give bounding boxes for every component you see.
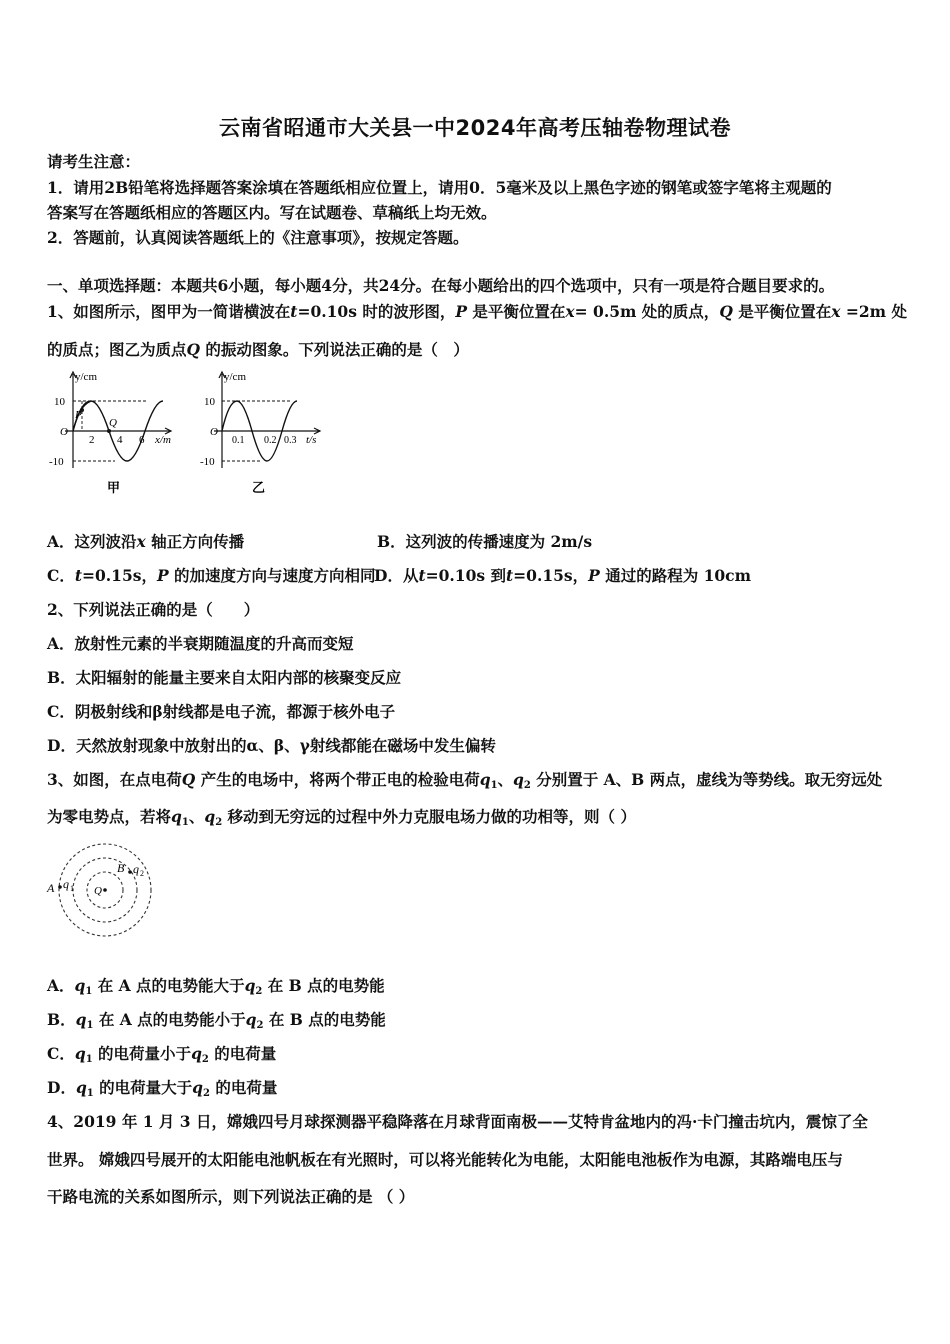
q3-option-b: B．$q_1$ 在 A 点的电势能小于$q_2$ 在 B 点的电势能 (47, 1010, 386, 1031)
caption-yi: 乙 (252, 480, 266, 495)
label-q: Q (109, 417, 117, 429)
q4-stem-line-2: 世界。 嫦娥四号展开的太阳能电池帆板在有光照时，可以将光能转化为电能，太阳能电池板作为电源，其路端电压与 (47, 1150, 843, 1169)
q3-option-a: A．$q_1$ 在 A 点的电势能大于$q_2$ 在 B 点的电势能 (47, 976, 385, 997)
label-q1-sub: 1 (70, 884, 74, 893)
tick-minus-10: -10 (49, 456, 64, 468)
label-q1: q (63, 877, 69, 891)
label-b: B (117, 861, 125, 875)
tick-10-b: 10 (204, 396, 215, 408)
axis-label-x: x/m (155, 434, 171, 446)
tick-minus-10-b: -10 (200, 456, 215, 468)
q1-option-d: D．从t=0.10s 到t=0.15s，P 通过的路程为 10cm (374, 566, 751, 585)
tick-origin-b: O (210, 426, 218, 438)
q4-stem-line-1: 4、2019 年 1 月 3 日，嫦娥四号月球探测器平稳降落在月球背面南极——艾特肯盆地内的冯·卡门撞击坑内，震惊了全 (47, 1112, 868, 1131)
q2-option-c: C．阴极射线和β射线都是电子流，都源于核外电子 (47, 702, 396, 721)
q1-option-c: C．t=0.15s，P 的加速度方向与速度方向相同 (47, 566, 376, 585)
equipotential-figure (45, 840, 165, 945)
q1-stem-line-1: 1、如图所示，图甲为一简谐横波在t=0.10s 时的波形图，P 是平衡位置在x= 0.5m 处的质点，Q 是平衡位置在x =2m 处 (47, 302, 907, 321)
vibration-graph-yi (200, 368, 330, 498)
notice-item-1-cont: 答案写在答题纸相应的答题区内。写在试题卷、草稿纸上均无效。 (47, 203, 497, 222)
charge-q-dot (103, 888, 107, 892)
q4-stem-line-3: 干路电流的关系如图所示，则下列说法正确的是 （ ） (47, 1187, 415, 1206)
tick-t-0-2: 0.2 (264, 435, 277, 446)
wave-graph-jia (45, 368, 180, 498)
axis-label-y: y/cm (75, 371, 97, 383)
q1-option-a: A．这列波沿x 轴正方向传播 (47, 532, 245, 551)
tick-t-0-3: 0.3 (284, 435, 297, 446)
point-q-marker (107, 429, 111, 433)
label-q2: q (133, 862, 139, 876)
tick-x-6: 6 (139, 434, 145, 446)
point-a-dot (58, 885, 62, 889)
notice-item-2: 2．答题前，认真阅读答题纸上的《注意事项》，按规定答题。 (47, 228, 469, 247)
tick-x-2: 2 (89, 434, 95, 446)
label-p: P (75, 409, 82, 421)
q2-option-d: D．天然放射现象中放射出的α、β、γ射线都能在磁场中发生偏转 (47, 736, 496, 755)
q3-stem-line-1: 3、如图，在点电荷Q 产生的电场中，将两个带正电的检验电荷$q_1$、$q_2$ 分别置于 A、B 两点，虚线为等势线。取无穷远处 (47, 770, 883, 791)
tick-10: 10 (54, 396, 65, 408)
q2-option-a: A．放射性元素的半衰期随温度的升高而变短 (47, 634, 354, 653)
point-b-dot (128, 870, 132, 874)
axis-label-t: t/s (306, 434, 317, 446)
label-q2-sub: 2 (140, 869, 144, 878)
section-1-heading: 一、单项选择题：本题共6小题，每小题4分，共24分。在每小题给出的四个选项中，只有一项是符合题目要求的。 (47, 276, 835, 295)
q3-option-c: C．$q_1$ 的电荷量小于$q_2$ 的电荷量 (47, 1044, 277, 1065)
page-title: 云南省昭通市大关县一中2024年高考压轴卷物理试卷 (219, 116, 731, 140)
label-a: A (47, 881, 55, 895)
notice-heading: 请考生注意： (47, 152, 141, 171)
tick-t-0-1: 0.1 (232, 435, 245, 446)
q3-option-d: D．$q_1$ 的电荷量大于$q_2$ 的电荷量 (47, 1078, 278, 1099)
q2-stem: 2、下列说法正确的是（ ） (47, 600, 260, 619)
tick-origin: O (60, 426, 68, 438)
q2-option-b: B．太阳辐射的能量主要来自太阳内部的核聚变反应 (47, 668, 402, 687)
tick-x-4: 4 (117, 434, 123, 446)
caption-jia: 甲 (107, 480, 121, 495)
q1-option-b: B．这列波的传播速度为 2m/s (377, 532, 593, 551)
q1-stem-line-2: 的质点；图乙为质点Q 的振动图象。下列说法正确的是（ ） (47, 340, 469, 359)
q3-stem-line-2: 为零电势点，若将$q_1$、$q_2$ 移动到无穷远的过程中外力克服电场力做的功相等，则（ ） (47, 807, 636, 828)
notice-item-1: 1．请用2B铅笔将选择题答案涂填在答题纸相应位置上，请用0．5毫米及以上黑色字迹的钢笔或签字笔将主观题的 (47, 178, 832, 197)
label-q-center: Q (94, 885, 102, 897)
axis-label-y-b: y/cm (224, 371, 246, 383)
